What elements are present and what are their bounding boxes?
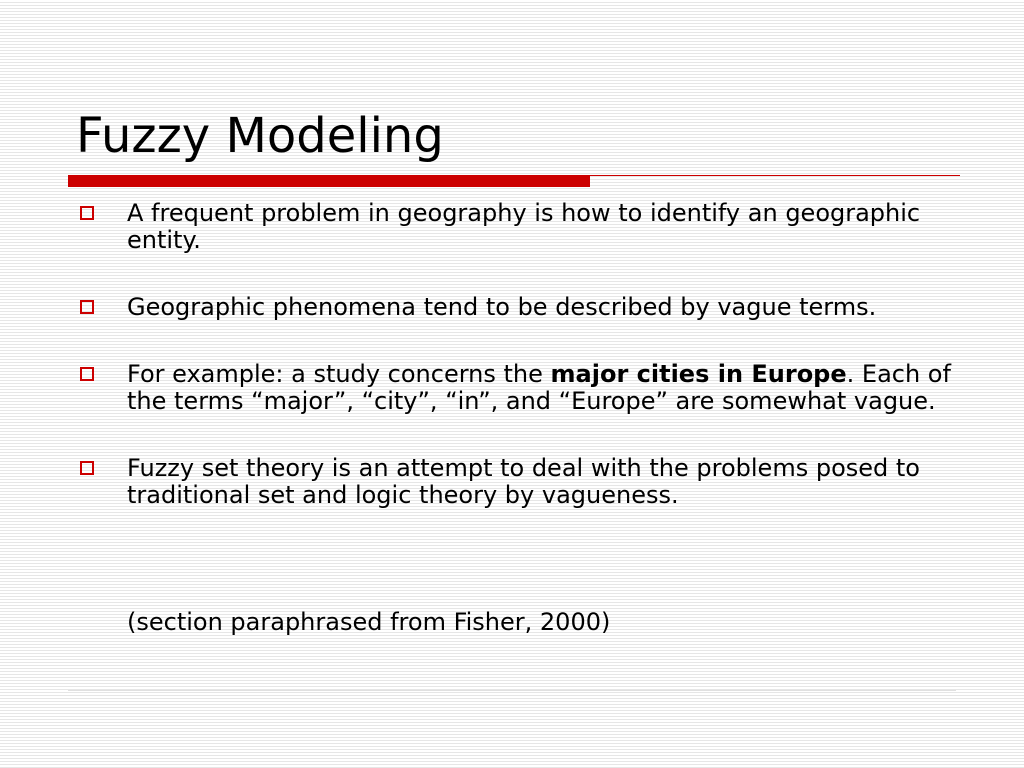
hollow-square-bullet-icon: [80, 461, 94, 475]
title-underline-thick: [68, 175, 590, 187]
bullet-list: [76, 200, 956, 549]
bullet-text: Geographic phenomena tend to be described by vague terms.: [127, 293, 877, 321]
bullet-item: [76, 361, 956, 415]
bullet-text: Fuzzy set theory is an attempt to deal with the problems posed to traditional set and logic theory by vagueness.: [127, 454, 920, 509]
bullet-item: [76, 294, 956, 321]
bullet-text-before: For example: a study concerns the: [127, 360, 551, 388]
footer-rule: [68, 690, 956, 691]
hollow-square-bullet-icon: [80, 367, 94, 381]
bullet-item: [76, 455, 956, 509]
title-underline-thin: [590, 175, 960, 176]
citation: (section paraphrased from Fisher, 2000): [127, 608, 611, 636]
slide-title: Fuzzy Modeling: [76, 108, 444, 164]
bullet-text: A frequent problem in geography is how to identify an geographic entity.: [127, 199, 921, 254]
bullet-text-after: . Each of the terms “major”, “city”, “in”, and “Europe” are somewhat vague.: [127, 360, 951, 415]
hollow-square-bullet-icon: [80, 300, 94, 314]
bullet-item: [76, 200, 956, 254]
bullet-bold-phrase: major cities in Europe: [550, 360, 847, 388]
hollow-square-bullet-icon: [80, 206, 94, 220]
